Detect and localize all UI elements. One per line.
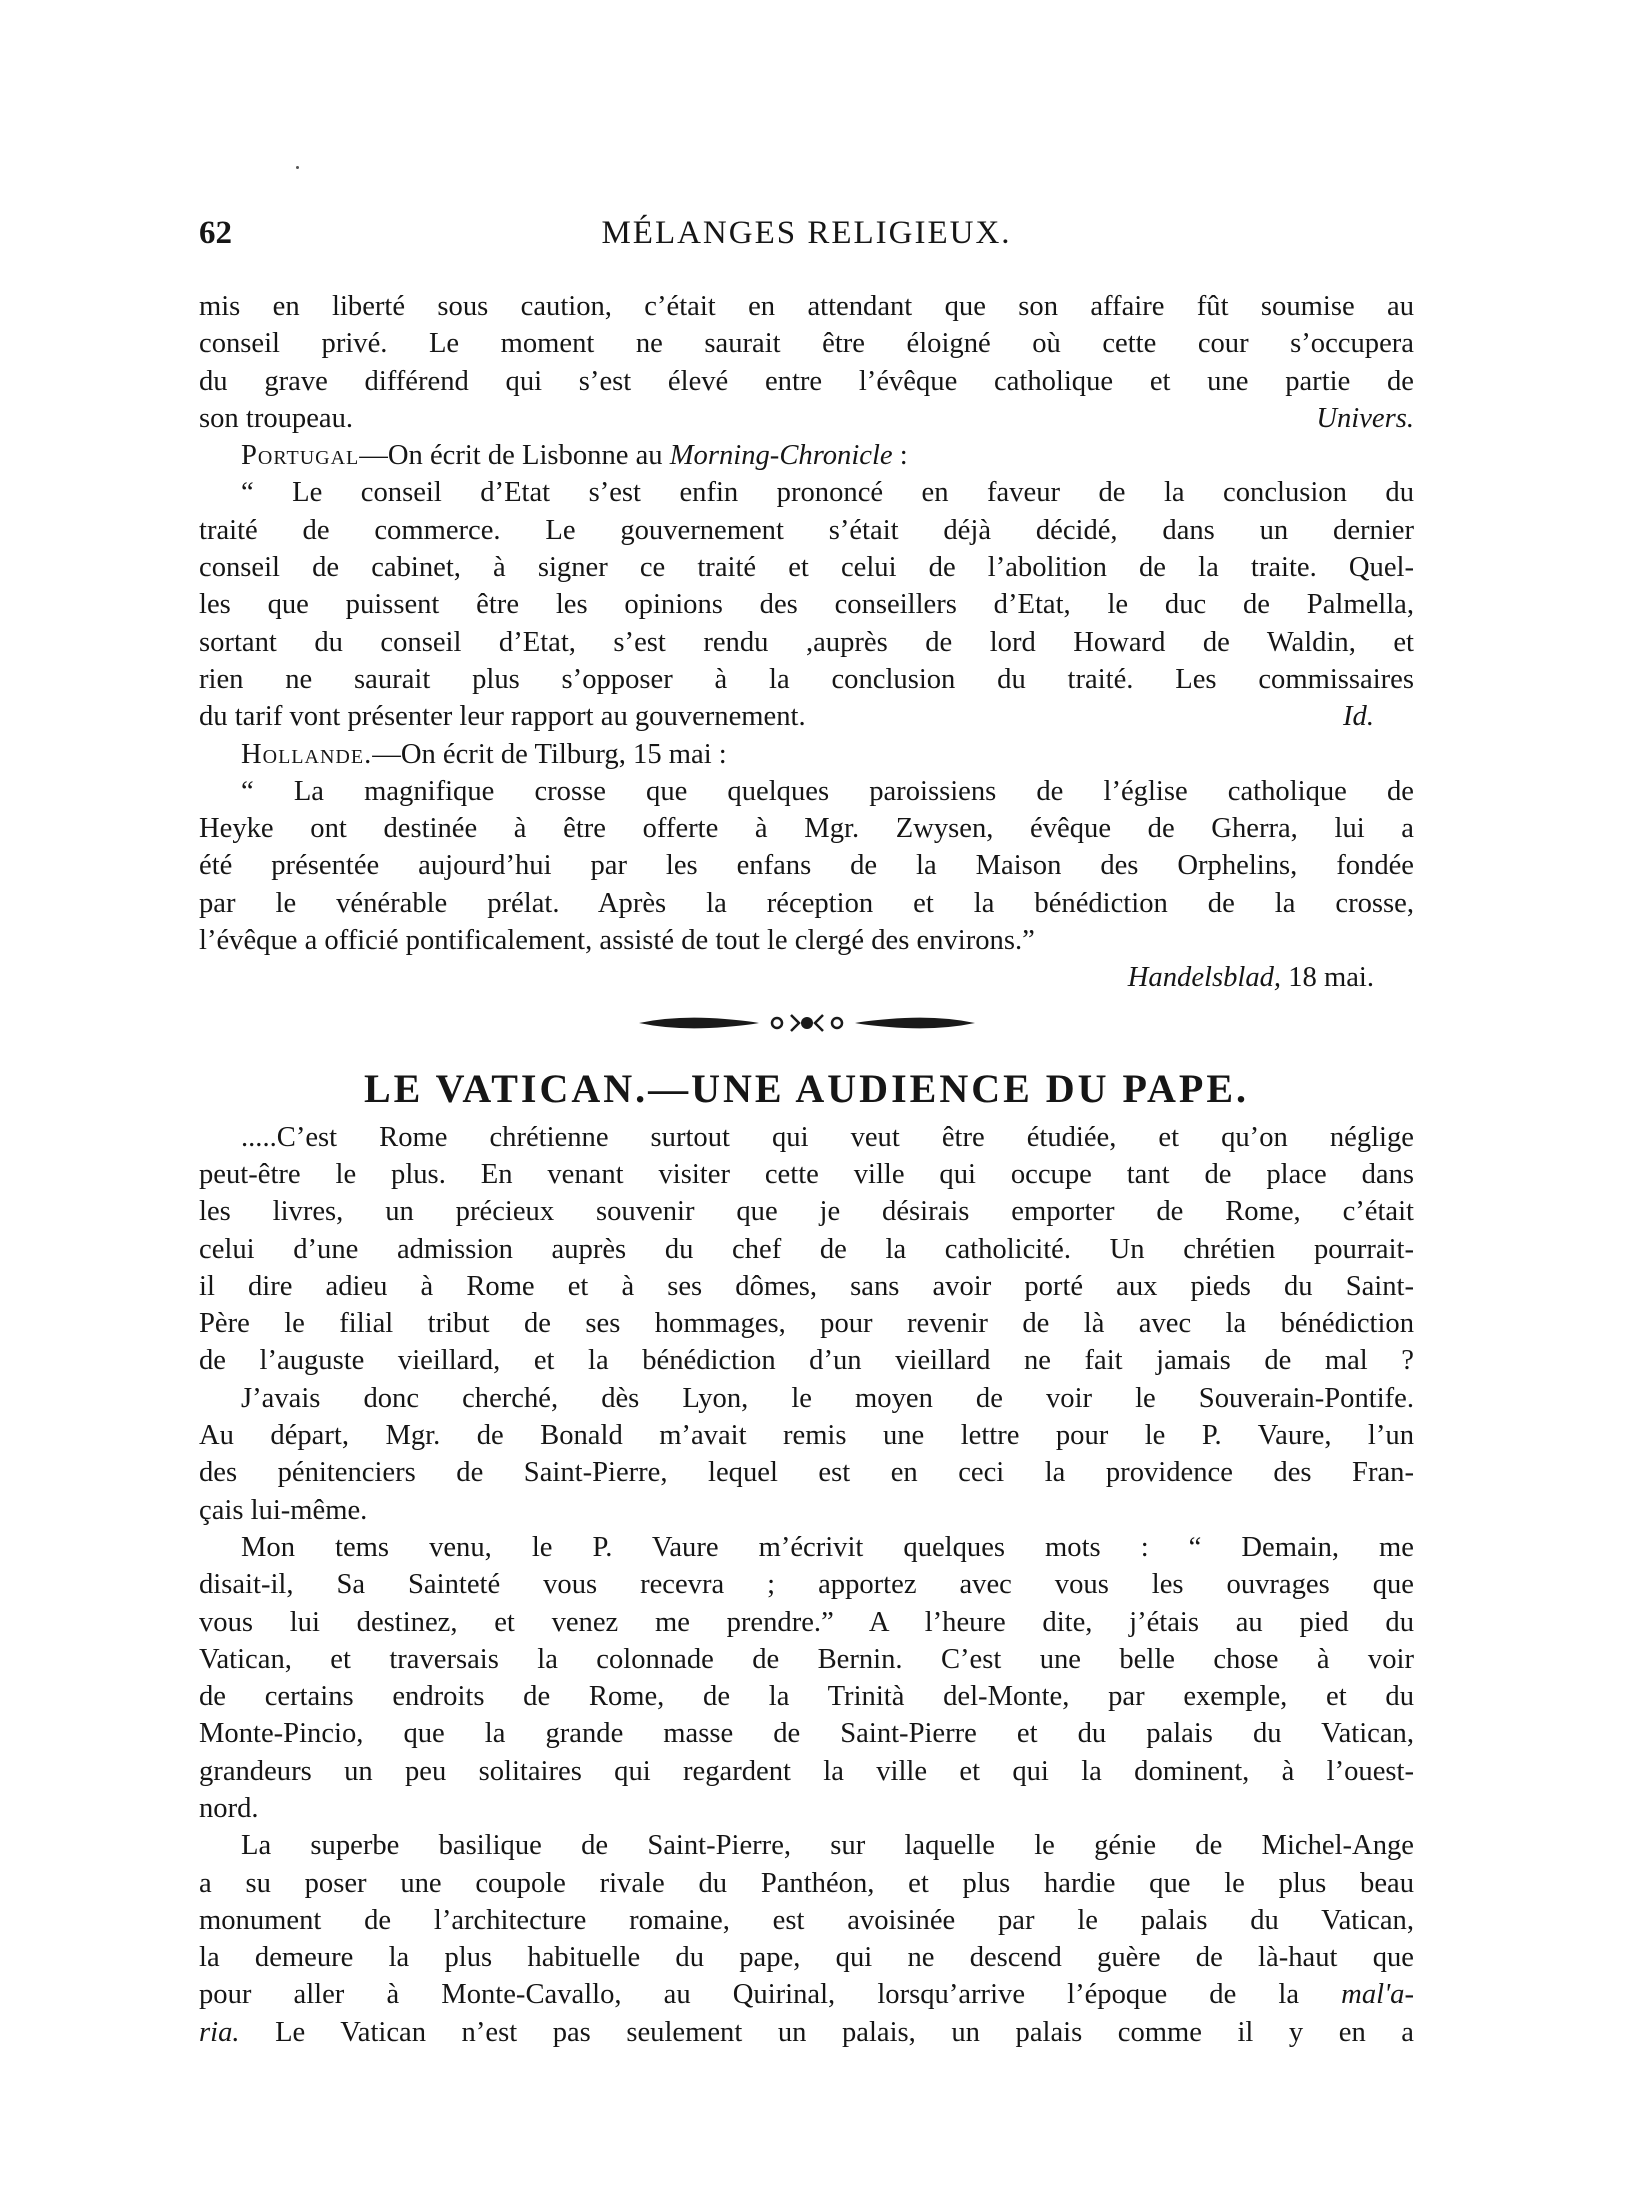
text-line: les livres, un précieux souvenir que je désirais emporter de Rome, c’était (199, 1196, 1414, 1228)
text-line: sortant du conseil d’Etat, s’est rendu ,auprès de lord Howard de Waldin, et (199, 626, 1414, 658)
source-attribution: Univers. (1316, 402, 1414, 434)
text-line: Monte-Pincio, que la grande masse de Saint-Pierre et du palais du Vatican, (199, 1718, 1414, 1750)
text-line: il dire adieu à Rome et à ses dômes, sans avoir porté aux pieds du Saint- (199, 1270, 1414, 1302)
text-line: l’évêque a officié pontificalement, assisté de tout le clergé des environs.” (199, 925, 1035, 957)
text-line (199, 698, 1414, 735)
text-line: celui d’une admission auprès du chef de la catholicité. Un chrétien pourrait- (199, 1233, 1414, 1265)
scan-speck (296, 166, 299, 169)
running-head: MÉLANGES RELIGIEUX. (601, 215, 1012, 251)
text-line: “ Le conseil d’Etat s’est enfin prononcé en faveur de la conclusion du (241, 477, 1414, 509)
text-line (199, 400, 1414, 437)
text-line: Heyke ont destinée à être offerte à Mgr. Zwysen, évêque de Gherra, lui a (199, 813, 1414, 845)
text-line: Père le filial tribut de ses hommages, pour revenir de là avec la bénédiction (199, 1308, 1414, 1340)
text-line: les que puissent être les opinions des conseillers d’Etat, le duc de Palmella, (199, 589, 1414, 621)
text-line: rien ne saurait plus s’opposer à la conclusion du traité. Les commissaires (199, 663, 1414, 695)
text-line: de l’auguste vieillard, et la bénédiction d’un vieillard ne fait jamais de mal ? (199, 1345, 1414, 1377)
text-line: a su poser une coupole rivale du Panthéon, et plus hardie que le plus beau (199, 1867, 1414, 1899)
text-line: J’avais donc cherché, dès Lyon, le moyen de voir le Souverain-Pontife. (241, 1382, 1414, 1414)
text-line: peut-être le plus. En venant visiter cette ville qui occupe tant de place dans (199, 1158, 1414, 1190)
italic-word: mal'a- (1341, 1979, 1414, 2011)
page-header (199, 215, 1414, 259)
text-line: des pénitenciers de Saint-Pierre, lequel est en ceci la providence des Fran- (199, 1457, 1414, 1489)
text-line: Vatican, et traversais la colonnade de Bernin. C’est une belle chose à voir (199, 1643, 1414, 1675)
source-date: 18 mai. (1281, 962, 1374, 994)
text-line: été présentée aujourd’hui par les enfans de la Maison des Orphelins, fondée (199, 850, 1414, 882)
body-text (199, 288, 1414, 2051)
intro-end: : (892, 440, 908, 472)
text-line: monument de l’architecture romaine, est avoisinée par le palais du Vatican, (199, 1904, 1414, 1936)
text-line: Mon tems venu, le P. Vaure m’écrivit quelques mots : “ Demain, me (241, 1531, 1414, 1563)
news-heading-hollande (199, 736, 1414, 773)
source-attribution-line (199, 959, 1414, 996)
country-label: Hollande. (241, 738, 373, 770)
source-attribution: Id. (1343, 701, 1374, 733)
ornament-rule-icon (637, 1011, 977, 1035)
intro-text: —On écrit de Tilburg, 15 mai : (372, 738, 727, 770)
text-line: çais lui-même. (199, 1494, 368, 1526)
text-line (199, 2014, 1414, 2051)
text-line: vous lui destinez, et venez me prendre.” A l’heure dite, j’étais au pied du (199, 1606, 1414, 1638)
text-line: La superbe basilique de Saint-Pierre, sur laquelle le génie de Michel-Ange (241, 1830, 1414, 1862)
text-line: la demeure la plus habituelle du pape, qui ne descend guère de là-haut que (199, 1942, 1414, 1974)
page-number: 62 (199, 215, 232, 251)
text-line: grandeurs un peu solitaires qui regardent la ville et qui la dominent, à l’ouest- (199, 1755, 1414, 1787)
italic-word: ria. (199, 2016, 240, 2048)
text-line: “ La magnifique crosse que quelques paroissiens de l’église catholique de (241, 775, 1414, 807)
text-line: Au départ, Mgr. de Bonald m’avait remis une lettre pour le P. Vaure, l’un (199, 1420, 1414, 1452)
typographic-ornament (199, 997, 1414, 1059)
section-title: LE VATICAN.—UNE AUDIENCE DU PAPE. (363, 1065, 1250, 1111)
text-line: conseil de cabinet, à signer ce traité et celui de l’abolition de la traite. Quel- (199, 552, 1414, 584)
news-heading-portugal (199, 437, 1414, 474)
newspaper-name: Morning-Chronicle (669, 440, 893, 472)
text-line: traité de commerce. Le gouvernement s’était déjà décidé, dans un dernier (199, 514, 1414, 546)
line-text: son troupeau. (199, 402, 354, 434)
text-line: du grave différend qui s’est élevé entre l’évêque catholique et une partie de (199, 365, 1414, 397)
source-attribution: Handelsblad, (1127, 962, 1282, 994)
country-label: Portugal (241, 440, 360, 472)
text-line: de certains endroits de Rome, de la Trinità del-Monte, par exemple, et du (199, 1681, 1414, 1713)
intro-text: —On écrit de Lisbonne au (359, 440, 670, 472)
text-line (199, 1976, 1414, 2013)
text-line: disait-il, Sa Sainteté vous recevra ; apportez avec vous les ouvrages que (199, 1569, 1414, 1601)
line-text: du tarif vont présenter leur rapport au gouvernement. (199, 701, 806, 733)
text-line: mis en liberté sous caution, c’était en attendant que son affaire fût soumise au (199, 291, 1414, 322)
line-text: Le Vatican n’est pas seulement un palais, un palais comme il y en a (239, 2016, 1414, 2048)
text-line: par le vénérable prélat. Après la réception et la bénédiction de la crosse, (199, 887, 1414, 919)
text-line: conseil privé. Le moment ne saurait être éloigné où cette cour s’occupera (199, 328, 1414, 360)
text-line: .....C’est Rome chrétienne surtout qui veut être étudiée, et qu’on néglige (241, 1121, 1414, 1153)
text-line: nord. (199, 1792, 259, 1824)
line-text: pour aller à Monte-Cavallo, au Quirinal, lorsqu’arrive l’époque de la (199, 1979, 1342, 2011)
